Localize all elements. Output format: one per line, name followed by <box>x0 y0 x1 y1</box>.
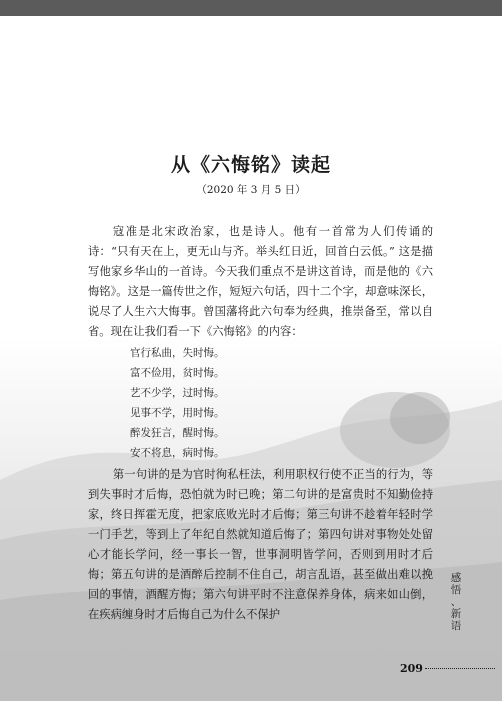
article-body <box>88 222 433 625</box>
side-label-char: 语 <box>450 620 462 632</box>
poem-line: 官行私曲，失时悔。 <box>130 347 225 359</box>
section-side-label <box>449 572 463 632</box>
poem-line: 艺不少学，过时悔。 <box>130 387 225 399</box>
poem-line: 见事不学，用时悔。 <box>130 407 225 419</box>
article-date: （2020 年 3 月 5 日） <box>196 184 306 196</box>
paragraph: 寇准是北宋政治家，也是诗人。他有一首常为人们传诵的诗：“只有天在上，更无山与齐。举头红日近，回首白云低。” 这是描写他家乡华山的一首诗。今天我们重点不是讲这首诗，而是他的《六悔铭》。这是一篇传世之作，短短六句话，四十二个字，却意味深长，说尽了人生六大悔事。曾国藩将此六句奉为经典，推崇备至，常以自省。现在让我们看一下《六悔铭》的内容： <box>88 225 433 338</box>
poem-line: 富不俭用，贫时悔。 <box>130 367 225 379</box>
side-label-char: 新 <box>450 608 462 620</box>
side-label-char: 、 <box>450 596 462 608</box>
page-number: 209 <box>400 661 423 675</box>
side-label-char: 悟 <box>450 584 462 596</box>
paragraph: 第一句讲的是为官时徇私枉法，利用职权行使不正当的行为，等到失事时才后悔，恐怕就为时已晚；第二句讲的是富贵时不知勤俭持家，终日挥霍无度，把家底败光时才后悔；第三句讲不趁着年轻时学一门手艺，等到上了年纪自然就知道后悔了；第四句讲对事物处处留心才能长学问，经一事长一智，世事洞明皆学问，否则到用时才后悔；第五句讲的是酒醉后控制不住自己，胡言乱语，甚至做出难以挽回的事情，酒醒方悔；第六句讲平时不注意保养身体，病来如山倒，在疾病缠身时才后悔自己为什么不保护 <box>88 468 433 621</box>
top-border <box>0 0 502 16</box>
article-title: 从《六悔铭》读起 <box>170 154 331 176</box>
poem-line: 安不将息，病时悔。 <box>130 447 225 459</box>
poem-block <box>88 343 433 463</box>
poem-line: 醉发狂言，醒时悔。 <box>130 427 225 439</box>
dotted-leader <box>425 667 495 669</box>
side-label-char: 感 <box>450 572 462 584</box>
footer <box>400 661 495 675</box>
